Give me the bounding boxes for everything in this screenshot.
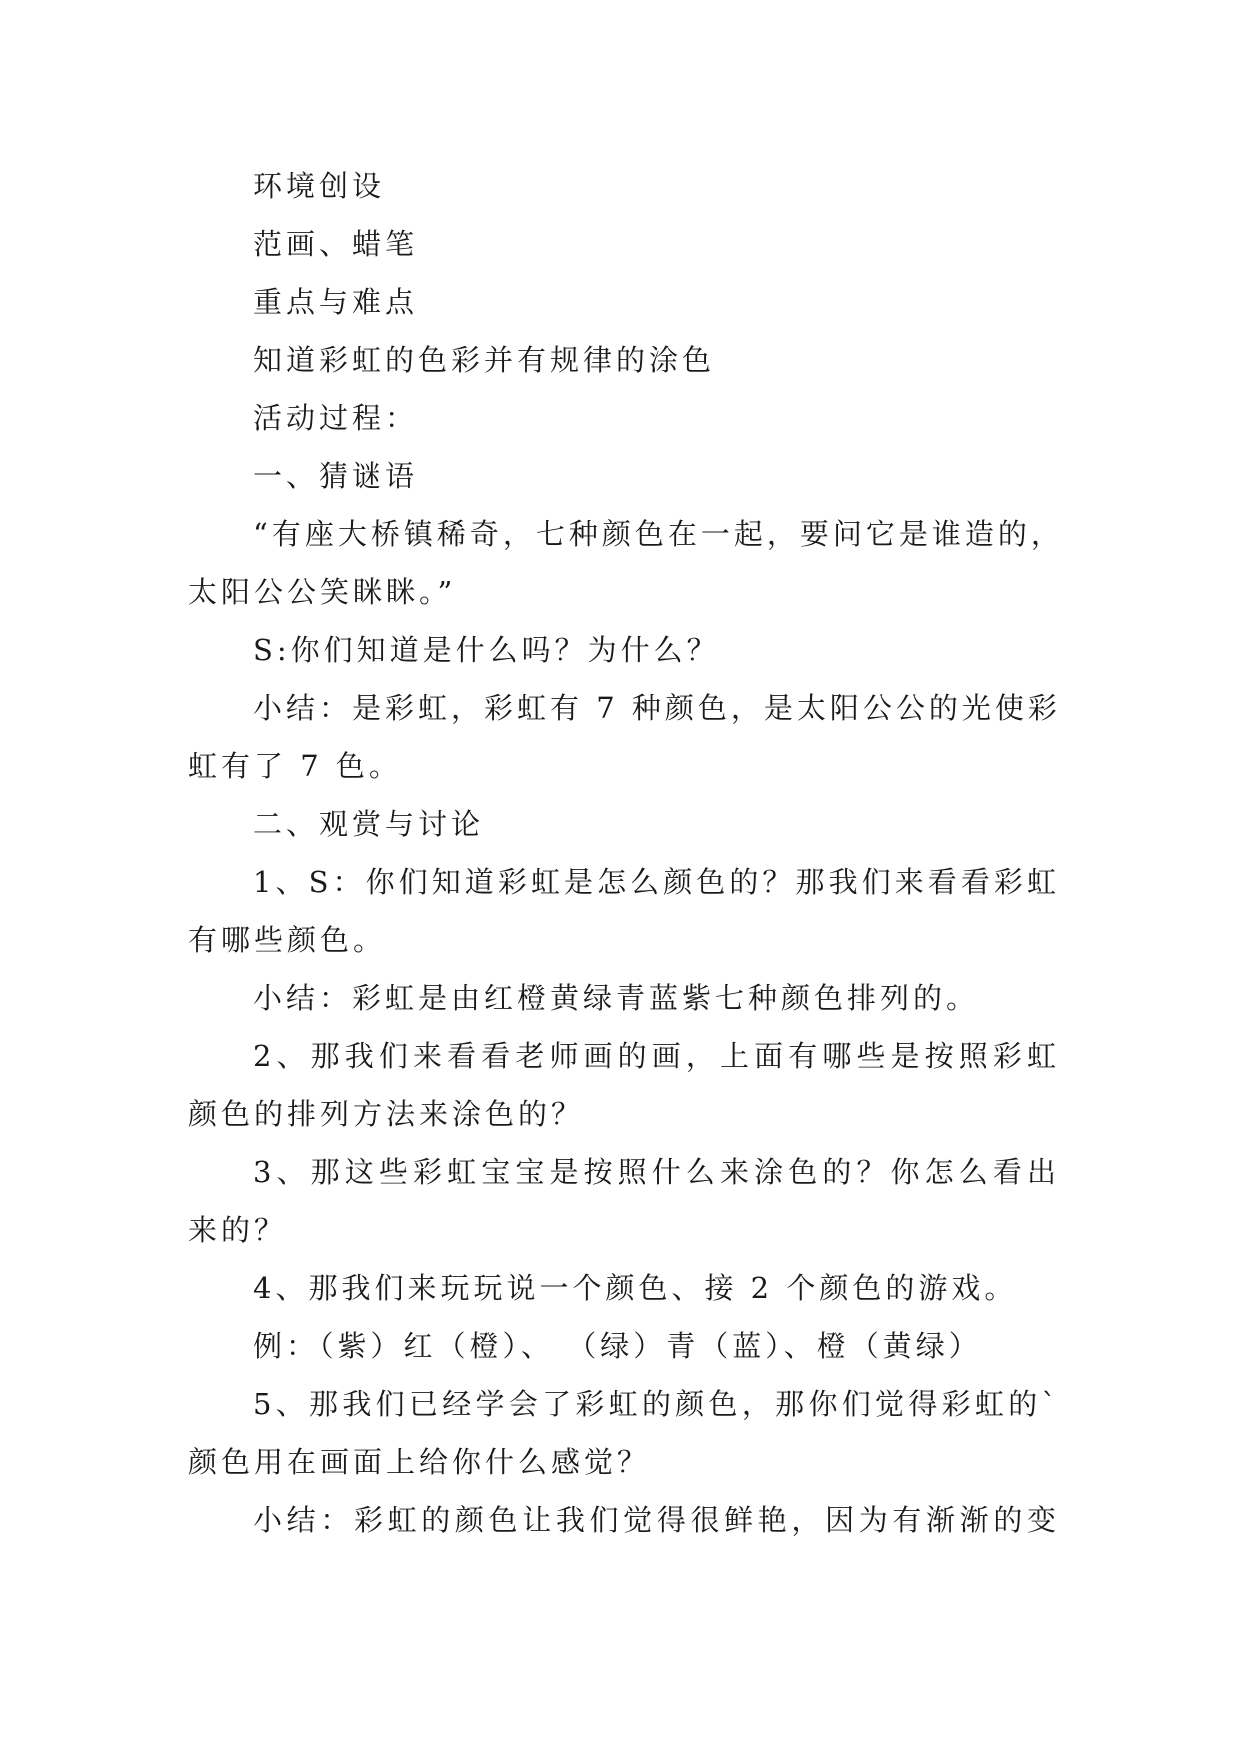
text-line: 2、那我们来看看老师画的画，上面有哪些是按照彩虹 [253,1039,1060,1073]
text-line: S:你们知道是什么吗？为什么？ [253,633,720,667]
text-line: 二、观赏与讨论 [253,807,485,841]
text-line: “有座大桥镇稀奇，七种颜色在一起，要问它是谁造的， [253,517,1064,551]
text-line: 5、那我们已经学会了彩虹的颜色，那你们觉得彩虹的` [253,1387,1060,1421]
text-line: 4、那我们来玩玩说一个颜色、接 2 个颜色的游戏。 [253,1271,1018,1305]
text-line: 颜色的排列方法来涂色的？ [188,1097,585,1131]
text-line: 颜色用在画面上给你什么感觉？ [188,1445,651,1479]
text-line: 范画、蜡笔 [253,227,419,261]
text-line: 虹有了 7 色。 [188,749,402,783]
text-line: 小结：是彩虹，彩虹有 7 种颜色，是太阳公公的光使彩 [253,691,1061,725]
document-body [188,157,1064,1549]
text-line: 重点与难点 [253,285,419,319]
text-line: 小结：彩虹是由红橙黄绿青蓝紫七种颜色排列的。 [253,981,980,1015]
text-line: 一、猜谜语 [253,459,419,493]
text-line: 来的？ [188,1213,288,1247]
text-line: 活动过程： [253,401,419,435]
text-line: 例：（紫）红（橙）、 （绿）青（蓝）、橙（黄绿） [253,1329,982,1363]
text-line: 有哪些颜色。 [188,923,387,957]
text-line: 知道彩虹的色彩并有规律的涂色 [253,343,716,377]
text-line: 环境创设 [253,169,386,203]
text-line: 太阳公公笑眯眯。” [188,575,457,609]
text-line: 3、那这些彩虹宝宝是按照什么来涂色的？你怎么看出 [253,1155,1060,1189]
text-line: 小结：彩虹的颜色让我们觉得很鲜艳，因为有渐渐的变 [253,1503,1060,1537]
text-line: 1、S：你们知道彩虹是怎么颜色的？那我们来看看彩虹 [253,865,1060,899]
